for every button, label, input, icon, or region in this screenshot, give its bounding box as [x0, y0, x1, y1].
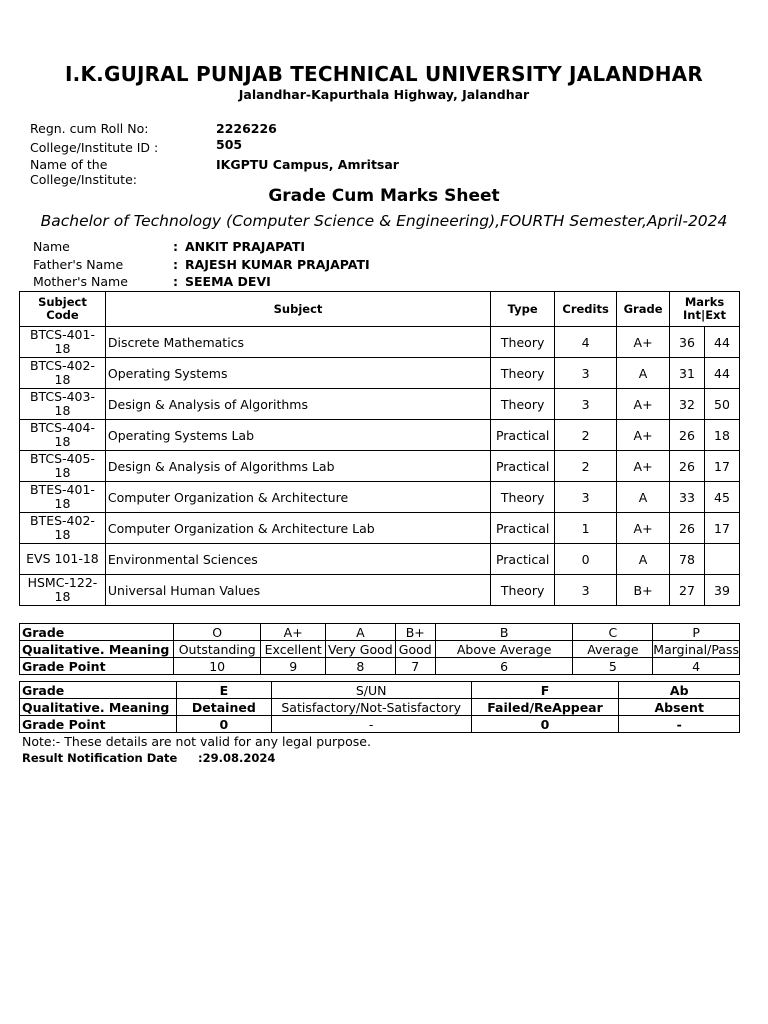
meaning-row [20, 641, 740, 658]
credits-cell: 0 [555, 544, 617, 575]
credits-cell: 4 [555, 327, 617, 358]
meaning-row-cell: Failed/ReAppear [471, 699, 619, 716]
meaning-row-cell: Satisfactory/Not-Satisfactory [271, 699, 471, 716]
grade-point-row-cell: 8 [326, 658, 396, 675]
subject-code-line-1: BTCS-404- [29, 420, 95, 435]
grade-point-row-label: Grade Point [20, 658, 174, 675]
marks-table [19, 291, 740, 606]
grade-cell: A+ [617, 389, 670, 420]
grade-cell: A [617, 358, 670, 389]
credits-cell: 3 [555, 482, 617, 513]
grade-point-row-cell: 7 [395, 658, 435, 675]
result-notification [22, 751, 276, 765]
grade-point-row-cell: - [619, 716, 740, 733]
mother-name: SEEMA DEVI [185, 274, 271, 289]
int-marks-cell: 32 [670, 389, 705, 420]
program-title: Bachelor of Technology (Computer Science & Engineering),FOURTH Semester,April-2024 [40, 212, 728, 230]
int-marks-cell: 31 [670, 358, 705, 389]
sheet-title: Grade Cum Marks Sheet [268, 186, 500, 206]
grade-point-row-cell: 0 [471, 716, 619, 733]
meaning-row-cell: Excellent [261, 641, 326, 658]
subject-name-cell: Operating Systems [105, 358, 490, 389]
grade-row [20, 682, 740, 699]
colon: : [173, 239, 178, 254]
grade-row-cell: O [174, 624, 261, 641]
ext-marks-cell: 45 [704, 482, 739, 513]
subject-code-line-1: HSMC-122- [27, 575, 98, 590]
type-cell: Practical [491, 451, 555, 482]
subject-code-line-1: BTES-401- [29, 482, 95, 497]
grade-header: Grade [617, 292, 670, 327]
grade-row-cell: F [471, 682, 619, 699]
subject-name-cell: Design & Analysis of Algorithms Lab [105, 451, 490, 482]
credits-header: Credits [555, 292, 617, 327]
meaning-row-label: Qualitative. Meaning [20, 641, 174, 658]
ext-marks-cell: 44 [704, 358, 739, 389]
subject-code-cell [20, 358, 106, 389]
table-row [20, 482, 740, 513]
type-header: Type [491, 292, 555, 327]
grade-row-label: Grade [20, 682, 177, 699]
subject-name-cell: Computer Organization & Architecture [105, 482, 490, 513]
legal-note: Note:- These details are not valid for any legal purpose. [22, 734, 371, 749]
subject-name-cell: Discrete Mathematics [105, 327, 490, 358]
grade-row-cell: E [176, 682, 271, 699]
credits-cell: 3 [555, 389, 617, 420]
subject-code-cell [20, 327, 106, 358]
table-row [20, 327, 740, 358]
subject-header: Subject [105, 292, 490, 327]
grade-point-row-cell: 0 [176, 716, 271, 733]
ext-marks-cell: 39 [704, 575, 739, 606]
credits-cell: 3 [555, 358, 617, 389]
grade-row-cell: B [435, 624, 573, 641]
grade-point-row [20, 658, 740, 675]
credits-cell: 2 [555, 420, 617, 451]
roll-label: Regn. cum Roll No: [30, 121, 149, 136]
grade-cell: A [617, 544, 670, 575]
student-name-label: Name [33, 239, 70, 254]
type-cell: Theory [491, 482, 555, 513]
subject-code-line-2: 18 [54, 527, 71, 542]
mother-name-label: Mother's Name [33, 274, 128, 289]
type-cell: Practical [491, 420, 555, 451]
int-marks-cell: 26 [670, 451, 705, 482]
institute-name-label-2: College/Institute: [30, 172, 137, 187]
table-row [20, 420, 740, 451]
colon: : [173, 257, 178, 272]
ext-marks-cell: 17 [704, 513, 739, 544]
credits-cell: 1 [555, 513, 617, 544]
subject-code-line-2: 18 [54, 372, 71, 387]
grade-point-row-label: Grade Point [20, 716, 177, 733]
grade-row-cell: Ab [619, 682, 740, 699]
int-marks-cell: 27 [670, 575, 705, 606]
father-name: RAJESH KUMAR PRAJAPATI [185, 257, 370, 272]
type-cell: Theory [491, 358, 555, 389]
student-name: ANKIT PRAJAPATI [185, 239, 306, 254]
institute-id-label: College/Institute ID : [30, 140, 159, 155]
type-cell: Practical [491, 544, 555, 575]
university-address: Jalandhar-Kapurthala Highway, Jalandhar [238, 87, 530, 102]
table-row [20, 544, 740, 575]
grade-scale-table-1 [19, 623, 740, 675]
grade-row-cell: A [326, 624, 396, 641]
table-row [20, 451, 740, 482]
meaning-row-cell: Good [395, 641, 435, 658]
meaning-row-cell: Marginal/Pass [653, 641, 739, 657]
grade-row-cell: B+ [395, 624, 435, 641]
subject-name-cell: Environmental Sciences [105, 544, 490, 575]
subject-code-line-2: 18 [54, 496, 71, 511]
colon: : [173, 274, 178, 289]
table-row [20, 389, 740, 420]
subject-code-cell [20, 513, 106, 544]
grade-row-label: Grade [20, 624, 174, 641]
grade-point-row-cell: 9 [261, 658, 326, 675]
ext-marks-cell: 44 [704, 327, 739, 358]
ext-marks-cell: 50 [704, 389, 739, 420]
grade-point-row-cell: - [271, 716, 471, 733]
university-name: I.K.GUJRAL PUNJAB TECHNICAL UNIVERSITY JALANDHAR [65, 62, 703, 86]
int-marks-cell: 78 [670, 544, 705, 575]
subject-code-line-1: EVS 101-18 [26, 551, 99, 566]
type-cell: Theory [491, 389, 555, 420]
type-cell: Theory [491, 327, 555, 358]
subject-name-cell: Universal Human Values [105, 575, 490, 606]
subject-code-cell [20, 451, 106, 482]
subject-name-cell: Design & Analysis of Algorithms [105, 389, 490, 420]
institute-name-value: IKGPTU Campus, Amritsar [216, 157, 399, 172]
table-row [20, 575, 740, 606]
grade-cell: A+ [617, 420, 670, 451]
subject-code-line-1: BTCS-402- [29, 358, 95, 373]
father-name-label: Father's Name [33, 257, 124, 272]
subject-code-cell [20, 389, 106, 420]
grade-cell: A+ [617, 513, 670, 544]
subject-name-cell: Computer Organization & Architecture Lab [105, 513, 490, 544]
credits-cell: 2 [555, 451, 617, 482]
meaning-row-cell: Average [573, 641, 653, 658]
subject-code-line-2: 18 [54, 403, 71, 418]
meaning-row-cell: Absent [619, 699, 740, 716]
int-marks-cell: 33 [670, 482, 705, 513]
subject-code-line-2: 18 [54, 465, 71, 480]
roll-value: 2226226 [216, 121, 277, 136]
subject-code-line-2: 18 [54, 589, 71, 604]
grade-row-cell: S/UN [271, 682, 471, 699]
subject-code-line-1: BTCS-403- [29, 389, 95, 404]
subject-code-line-2: 18 [54, 434, 71, 449]
meaning-row-label: Qualitative. Meaning [20, 699, 177, 716]
ext-marks-cell: 17 [704, 451, 739, 482]
grade-point-row-cell: 4 [653, 658, 740, 675]
ext-marks-cell: 18 [704, 420, 739, 451]
meaning-row-cell: Outstanding [174, 641, 261, 658]
int-marks-cell: 26 [670, 513, 705, 544]
grade-row-cell: A+ [261, 624, 326, 641]
marks-header: Marks Int|Ext [670, 292, 740, 327]
table-row [20, 513, 740, 544]
grade-row [20, 624, 740, 641]
institute-id-value: 505 [216, 137, 243, 152]
type-cell: Theory [491, 575, 555, 606]
subject-code-header: Subject Code [20, 292, 106, 327]
subject-code-cell [20, 482, 106, 513]
grade-row-cell: P [653, 624, 740, 641]
credits-cell: 3 [555, 575, 617, 606]
grade-cell: A+ [617, 327, 670, 358]
grade-point-row-cell: 5 [573, 658, 653, 675]
subject-code-line-1: BTCS-401- [29, 327, 95, 342]
ext-marks-cell [704, 544, 739, 575]
grade-row-cell: C [573, 624, 653, 641]
meaning-row-cell: Above Average [435, 641, 573, 658]
grade-point-row [20, 716, 740, 733]
type-cell: Practical [491, 513, 555, 544]
meaning-row-cell: Very Good [326, 641, 396, 658]
result-date-value: :29.08.2024 [198, 751, 276, 765]
table-row [20, 358, 740, 389]
subject-code-line-2: 18 [54, 341, 71, 356]
grade-scale-table-2 [19, 681, 740, 733]
subject-code-line-1: BTCS-405- [29, 451, 95, 466]
institute-name-label-1: Name of the [30, 157, 108, 172]
grade-cell: A [617, 482, 670, 513]
subject-code-cell [20, 544, 106, 575]
int-marks-cell: 26 [670, 420, 705, 451]
meaning-row-cell: Detained [176, 699, 271, 716]
grade-point-row-cell: 10 [174, 658, 261, 675]
subject-code-line-1: BTES-402- [29, 513, 95, 528]
subject-name-cell: Operating Systems Lab [105, 420, 490, 451]
grade-point-row-cell: 6 [435, 658, 573, 675]
int-marks-cell: 36 [670, 327, 705, 358]
grade-cell: B+ [617, 575, 670, 606]
subject-code-cell [20, 575, 106, 606]
result-date-label: Result Notification Date [22, 751, 178, 765]
subject-code-cell [20, 420, 106, 451]
meaning-row [20, 699, 740, 716]
grade-cell: A+ [617, 451, 670, 482]
